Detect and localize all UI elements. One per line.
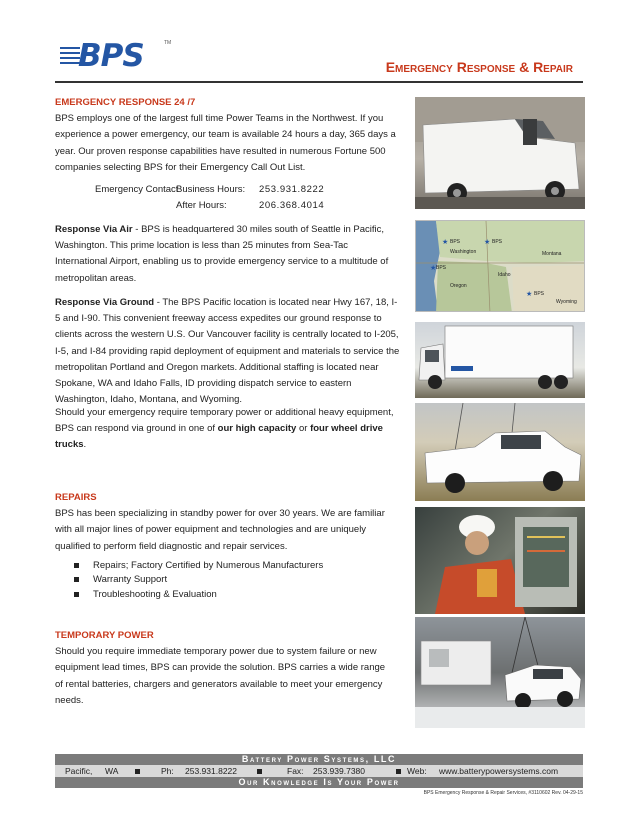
repairs-body: BPS has been specializing in standby power for over 30 years. We are familiar with all major lines of power equipment and technologies and are uniquely qualified to perform field diagnostic and repair services.	[55, 508, 385, 552]
map-label: Wyoming	[556, 299, 577, 305]
list-item: Repairs; Factory Certified by Numerous Manufacturers	[55, 559, 400, 574]
map-label: BPS	[450, 239, 461, 245]
footer-phone-label: Ph:	[161, 766, 174, 776]
document-footnote: BPS Emergency Response & Repair Services, #3110602 Rev. 04-29-15	[423, 790, 583, 796]
ground-lead: Response Via Ground	[55, 297, 155, 308]
map-label: Idaho	[498, 272, 511, 278]
temporary-power-body: Should you require immediate temporary power due to system failure or new equipment lead times, BPS can provide the solution. BPS carries a wide range of rental batteries, chargers and generators available to meet your emergency needs.	[55, 646, 386, 706]
repairs-heading: REPAIRS	[55, 492, 97, 503]
equipment-bold-1: our high capacity	[217, 423, 297, 435]
repairs-section	[55, 490, 400, 602]
footer-contact-bar	[55, 765, 583, 777]
air-response-paragraph	[55, 222, 400, 287]
technician-repair-photo	[415, 507, 585, 614]
pickup-truck-photo	[415, 403, 585, 501]
logo-text: BPS	[78, 38, 144, 74]
equipment-bold-2: four wheel drive trucks	[55, 423, 383, 451]
van-photo	[415, 97, 585, 209]
service-area-map	[415, 220, 585, 312]
footer-city: Pacific,	[65, 766, 93, 776]
star-icon: ★	[430, 265, 437, 272]
air-body: - BPS is headquartered 30 miles south of Seattle in Pacific, Washington. This prime location is less than 25 minutes from Sea-Tac International Airport, enabling us to provide emergency service to a multitude of metropolitan areas.	[55, 224, 389, 284]
header-rule	[55, 81, 583, 83]
equipment-mid: or	[296, 423, 311, 435]
map-label: BPS	[436, 265, 447, 271]
air-lead: Response Via Air	[55, 224, 133, 235]
star-icon: ★	[484, 239, 491, 246]
equipment-pre: Should your emergency require temporary power or additional heavy equipment, BPS can respond via ground in one of	[55, 407, 394, 435]
map-label: BPS	[534, 291, 545, 297]
map-label: Washington	[450, 249, 477, 255]
repairs-bullet-list	[55, 559, 400, 603]
page-title: Emergency Response & Repair	[385, 59, 573, 75]
footer-company-bar: Battery Power Systems, LLC	[55, 754, 583, 765]
emergency-section	[55, 95, 400, 176]
footer-web-link[interactable]: www.batterypowersystems.com	[439, 766, 559, 776]
star-icon: ★	[442, 239, 449, 246]
emergency-heading: EMERGENCY RESPONSE 24 /7	[55, 97, 196, 108]
box-truck-photo	[415, 322, 585, 398]
business-hours-label: Business Hours:	[176, 184, 246, 195]
bps-logo	[60, 38, 170, 74]
emergency-body: BPS employs one of the largest full time Power Teams in the Northwest. If you experience a power emergency, our team is available 24 hours a day, 365 days a year. Our proven response capabilities have resulted in numerous Fortune 500 companies selecting BPS for their Emergency Call Out List.	[55, 113, 396, 173]
contact-label: Emergency Contact	[95, 184, 179, 195]
bullet-icon	[396, 769, 401, 774]
equipment-post: .	[83, 439, 87, 451]
bullet-icon	[257, 769, 262, 774]
bullet-icon	[135, 769, 140, 774]
map-label: Oregon	[450, 283, 467, 289]
footer-fax: 253.939.7380	[313, 766, 365, 776]
map-label: Montana	[542, 251, 562, 257]
emergency-contact	[95, 182, 395, 216]
logo-trademark: TM	[164, 40, 172, 46]
after-hours-label: After Hours:	[176, 200, 227, 211]
temporary-power-section	[55, 628, 400, 709]
equipment-paragraph	[55, 405, 400, 454]
footer-tagline-bar: Our Knowledge Is Your Power	[55, 777, 583, 788]
map-label: BPS	[492, 239, 503, 245]
footer-fax-label: Fax:	[287, 766, 304, 776]
list-item: Troubleshooting & Evaluation	[55, 588, 400, 603]
footer-web-label: Web:	[407, 766, 427, 776]
logo-speed-lines	[60, 47, 80, 67]
ground-body: - The BPS Pacific location is located near Hwy 167, 18, I-5 and I-90. This convenient freeway access expedites our ground response to clients across the western U.S. Our Vancouver facility is centrally located to I-205, I-5, and I-84 providing rapid deployment of equipment and materials to service the metropolitan Portland and Oregon markets. Additional staffing is located near Spokane, WA and Idaho Falls, ID providing dispatch service to eastern Washington, Idaho, Montana, and Wyoming.	[55, 297, 400, 406]
ground-response-paragraph	[55, 295, 400, 408]
business-phone: 253.931.8222	[259, 184, 325, 195]
star-icon: ★	[526, 291, 533, 298]
footer-state: WA	[105, 766, 119, 776]
temporary-power-heading: TEMPORARY POWER	[55, 630, 154, 641]
generator-photo	[415, 617, 585, 728]
after-hours-phone: 206.368.4014	[259, 200, 325, 211]
list-item: Warranty Support	[55, 573, 400, 588]
footer-phone: 253.931.8222	[185, 766, 237, 776]
